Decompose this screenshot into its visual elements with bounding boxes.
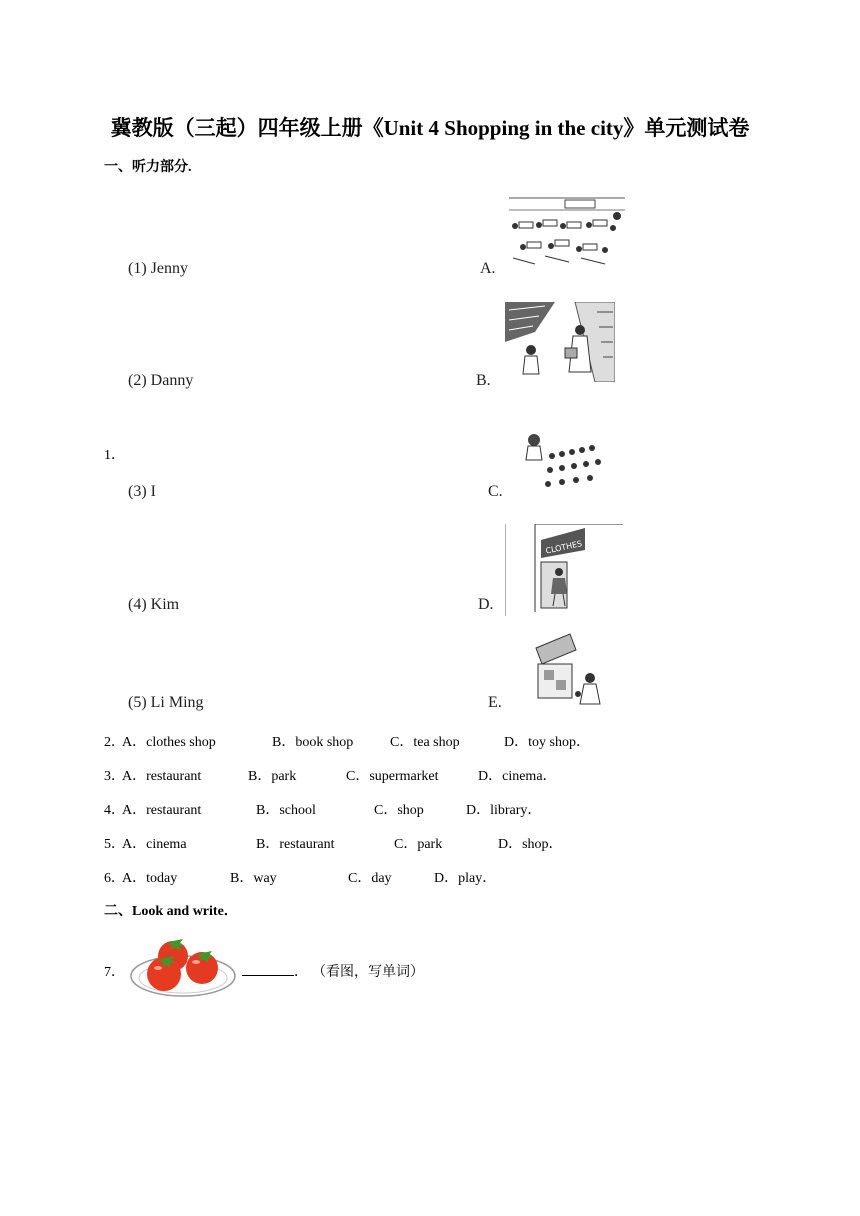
letter-c: C. [488,483,503,500]
question-number-2: 2． [104,735,125,750]
option-3-c[interactable]: C．supermarket [346,769,439,784]
option-6-b[interactable]: B．way [230,871,277,886]
question-number-3: 3． [104,769,125,784]
letter-d: D. [478,596,494,613]
letter-e: E. [488,694,502,711]
option-5-a[interactable]: A．cinema [122,837,187,852]
period: ． [294,965,308,980]
name-kim: (4) Kim [128,596,180,613]
option-4-b[interactable]: B．school [256,803,316,818]
name-li-ming: (5) Li Ming [128,694,204,711]
question-number-5: 5． [104,837,125,852]
option-2-b[interactable]: B．book shop [272,735,354,750]
section-listening-heading: 一、听力部分. [104,160,192,175]
name-danny: (2) Danny [128,372,194,389]
option-6-c[interactable]: C．day [348,871,392,886]
supermarket-picture [505,302,615,382]
restaurant-picture [505,192,629,274]
clothes-sign-text: CLOTHES [544,539,583,556]
name-jenny: (1) Jenny [128,260,188,277]
option-3-b[interactable]: B．park [248,769,297,784]
question-number-4: 4． [104,803,125,818]
option-4-a[interactable]: A．restaurant [122,803,202,818]
name-i: (3) I [128,483,156,500]
section-look-and-write-heading: 二、Look and write． [104,904,238,919]
option-4-d[interactable]: D．library． [466,803,542,818]
option-3-d[interactable]: D．cinema． [478,769,557,784]
question-number-6: 6． [104,871,125,886]
question-number-1: 1． [104,448,125,463]
option-5-d[interactable]: D．shop． [498,837,563,852]
option-4-c[interactable]: C．shop [374,803,424,818]
tomatoes-picture [128,932,238,1000]
question-number-7: 7． [104,965,125,980]
answer-blank[interactable] [242,961,294,976]
q7-hint: （看图，写单词） [312,965,424,980]
toy-shop-picture [530,630,612,712]
option-6-d[interactable]: D．play． [434,871,497,886]
option-2-c[interactable]: C．tea shop [390,735,460,750]
answer-line-7[interactable] [242,961,308,981]
option-3-a[interactable]: A．restaurant [122,769,202,784]
clothes-shop-picture [505,524,623,616]
page-title: 冀教版（三起）四年级上册《Unit 4 Shopping in the city》单元测试卷 [110,116,750,140]
option-5-b[interactable]: B．restaurant [256,837,335,852]
letter-b: B. [476,372,491,389]
option-2-a[interactable]: A．clothes shop [122,735,216,750]
option-6-a[interactable]: A．today [122,871,178,886]
cinema-picture [520,430,604,494]
option-5-c[interactable]: C．park [394,837,443,852]
option-2-d[interactable]: D．toy shop． [504,735,590,750]
letter-a: A. [480,260,496,277]
